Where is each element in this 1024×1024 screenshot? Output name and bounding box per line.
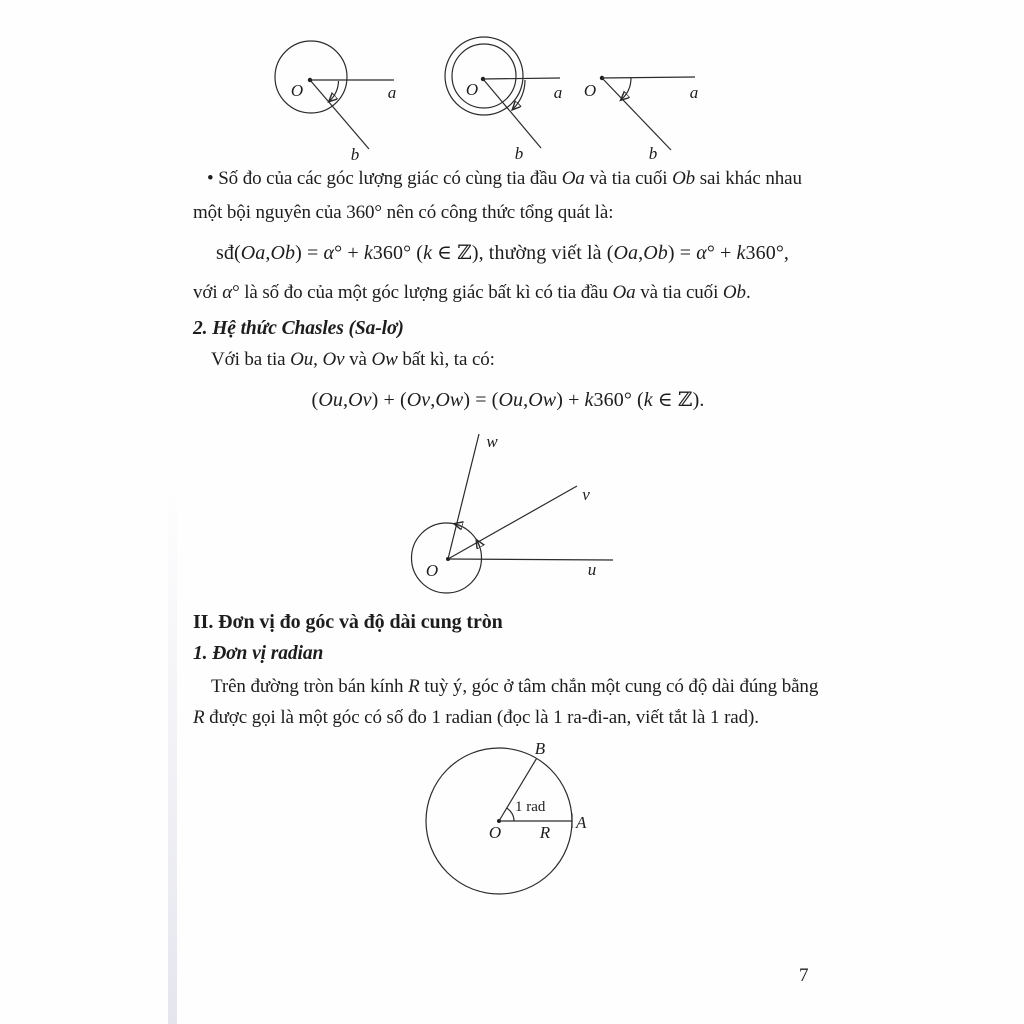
angle-arc-arrow	[621, 78, 631, 100]
heading-radian: 1. Đơn vị radian	[193, 643, 324, 664]
heading-chasles: 2. Hệ thức Chasles (Sa-lơ)	[193, 318, 404, 339]
formula-general-measure: sđ(Oa,Ob) = α° + k360° (k ∈ ℤ), thường viết là (Oa,Ob) = α° + k360°,	[216, 242, 790, 264]
vertex-label: O	[583, 81, 597, 100]
ray-b-label: b	[648, 144, 658, 163]
figure-chasles-rays	[395, 425, 635, 605]
diagram-one-full-turn	[275, 41, 396, 164]
point-a-label: A	[576, 813, 587, 832]
figure-angle-rotations	[230, 20, 780, 170]
rotation-circle-outer	[445, 37, 523, 115]
figure-radian-circle	[420, 743, 600, 905]
angle-arc-arrow	[330, 81, 339, 101]
ray-a-line	[483, 78, 560, 79]
ray-a-label: a	[553, 83, 563, 102]
ray-a-label: a	[689, 83, 699, 102]
vertex-label: O	[465, 80, 479, 99]
radian-paragraph-line2: R được gọi là một góc có số đo 1 radian (đọc là 1 ra-đi-an, viết tắt là 1 rad).	[193, 707, 759, 728]
chasles-intro: Với ba tia Ou, Ov và Ow bất kì, ta có:	[211, 349, 495, 370]
angle-value-label: 1 rad	[515, 799, 546, 815]
angle-arc	[507, 808, 514, 821]
ray-w-line	[448, 434, 479, 559]
vertex-label: O	[290, 81, 304, 100]
alpha-note: với α° là số đo của một góc lượng giác bất kì có tia đầu Oa và tia cuối Ob.	[193, 282, 751, 303]
bullet-paragraph-line2: một bội nguyên của 360° nên có công thức tổng quát là:	[193, 202, 614, 223]
ray-w-label: w	[486, 432, 498, 451]
center-label: O	[488, 823, 502, 842]
ray-u-label: u	[587, 560, 597, 579]
scan-artifact-band	[168, 480, 177, 1024]
ray-a-line	[602, 77, 695, 78]
heading-unit: II. Đơn vị đo góc và độ dài cung tròn	[193, 611, 503, 633]
rotation-circle-inner	[452, 44, 516, 108]
radian-paragraph-line1: Trên đường tròn bán kính R tuỳ ý, góc ở tâm chắn một cung có độ dài đúng bằng	[211, 676, 819, 697]
rotation-circle	[275, 41, 347, 113]
radius-label: R	[539, 823, 551, 842]
diagram-two-full-turns	[445, 37, 562, 163]
ray-b-label: b	[514, 144, 524, 163]
bullet-paragraph-line1: • Số đo của các góc lượng giác có cùng tia đầu Oa và tia cuối Ob sai khác nhau	[207, 168, 802, 189]
ray-a-label: a	[387, 83, 397, 102]
vertex-label: O	[425, 561, 439, 580]
ray-b-label: b	[350, 145, 360, 164]
ray-v-label: v	[582, 485, 590, 504]
formula-chasles: (Ou,Ov) + (Ov,Ow) = (Ou,Ow) + k360° (k ∈ ℤ).	[311, 389, 705, 411]
page-number: 7	[799, 965, 809, 986]
ray-b-line	[483, 79, 541, 148]
ray-v-line	[448, 486, 577, 559]
point-b-label: B	[534, 743, 546, 758]
ray-b-line	[602, 78, 671, 150]
diagram-single-angle	[584, 76, 698, 163]
ray-b-line	[310, 80, 369, 149]
